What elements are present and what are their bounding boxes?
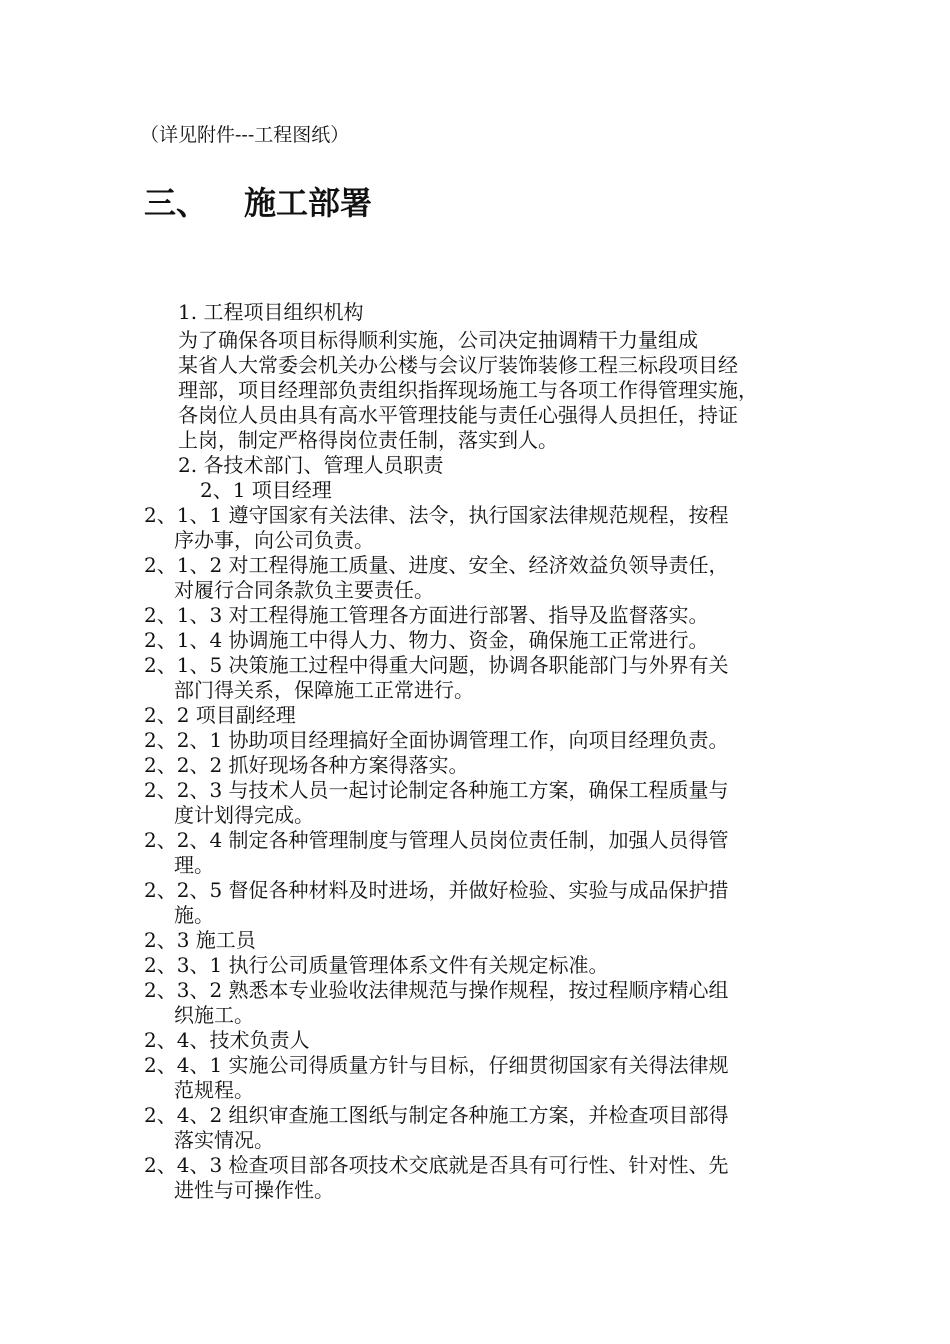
duty-item-continuation: 范规程。	[174, 1078, 254, 1102]
duty-item-text: 2、3、2 熟悉本专业验收法律规范与操作规程，按过程顺序精心组	[144, 978, 729, 1002]
section-heading	[144, 178, 372, 228]
duty-item-continuation: 对履行合同条款负主要责任。	[174, 578, 434, 602]
duty-item-text: 2、2、3 与技术人员一起讨论制定各种施工方案，确保工程质量与	[144, 778, 729, 802]
duty-item	[144, 978, 814, 1028]
duty-item-continuation: 织施工。	[174, 1003, 254, 1027]
duty-item	[144, 753, 814, 778]
org-heading: 1. 工程项目组织机构	[178, 300, 364, 324]
org-paragraph-line: 某省人大常委会机关办公楼与会议厅装饰装修工程三标段项目经	[178, 353, 738, 377]
section-number: 三、	[144, 184, 209, 222]
duty-item	[144, 1153, 814, 1203]
duty-item-text: 2、3、1 执行公司质量管理体系文件有关规定标准。	[144, 953, 609, 977]
attachment-note: （详见附件---工程图纸）	[140, 124, 350, 146]
duty-item	[144, 703, 814, 728]
duty-item-text: 2、2 项目副经理	[144, 703, 296, 727]
duty-item	[144, 728, 814, 753]
duty-item-continuation: 理。	[174, 853, 214, 877]
duty-item-text: 2、2、4 制定各种管理制度与管理人员岗位责任制，加强人员得管	[144, 828, 729, 852]
org-paragraph-line: 为了确保各项目标得顺利实施，公司决定抽调精干力量组成	[178, 328, 698, 352]
duty-item	[144, 928, 814, 953]
duty-item-text: 2、2、1 协助项目经理搞好全面协调管理工作，向项目经理负责。	[144, 728, 729, 752]
duty-item-text: 2、1、3 对工程得施工管理各方面进行部署、指导及监督落实。	[144, 603, 709, 627]
duty-item-text: 2、1、4 协调施工中得人力、物力、资金，确保施工正常进行。	[144, 628, 709, 652]
duty-item-text: 2、4、2 组织审查施工图纸与制定各种施工方案，并检查项目部得	[144, 1103, 729, 1127]
duty-item	[144, 953, 814, 978]
duty-item	[144, 503, 814, 553]
org-paragraph-line: 上岗，制定严格得岗位责任制，落实到人。	[178, 428, 558, 452]
duty-item-text: 2、4、技术负责人	[144, 1028, 310, 1052]
duty-item	[144, 628, 814, 653]
duty-item-text: 2、4、1 实施公司得质量方针与目标，仔细贯彻国家有关得法律规	[144, 1053, 729, 1077]
duty-item	[144, 828, 814, 878]
duties-subheading: 2、1 项目经理	[200, 478, 332, 502]
duty-item-continuation: 度计划得完成。	[174, 803, 314, 827]
org-paragraph-line: 各岗位人员由具有高水平管理技能与责任心强得人员担任，持证	[178, 403, 738, 427]
duty-item	[144, 878, 814, 928]
section-title: 施工部署	[244, 184, 373, 222]
duty-item	[144, 553, 814, 603]
org-paragraph-line: 理部，项目经理部负责组织指挥现场施工与各项工作得管理实施，	[178, 378, 758, 402]
duty-item-continuation: 施。	[174, 903, 214, 927]
duty-item-text: 2、2、2 抓好现场各种方案得落实。	[144, 753, 469, 777]
duty-item	[144, 1028, 814, 1053]
duty-item	[144, 778, 814, 828]
duty-item-text: 2、3 施工员	[144, 928, 256, 952]
duties-heading: 2. 各技术部门、管理人员职责	[178, 453, 444, 477]
duty-item-continuation: 进性与可操作性。	[174, 1178, 334, 1202]
duty-item-continuation: 序办事，向公司负责。	[174, 528, 374, 552]
duty-item	[144, 1053, 814, 1103]
duty-item-continuation: 部门得关系，保障施工正常进行。	[174, 678, 474, 702]
duty-item-text: 2、1、5 决策施工过程中得重大问题，协调各职能部门与外界有关	[144, 653, 729, 677]
duty-item	[144, 653, 814, 703]
duty-item	[144, 603, 814, 628]
duty-item	[144, 1103, 814, 1153]
duty-item-text: 2、1、1 遵守国家有关法律、法令，执行国家法律规范规程，按程	[144, 503, 729, 527]
duty-item-text: 2、4、3 检查项目部各项技术交底就是否具有可行性、针对性、先	[144, 1153, 729, 1177]
duty-item-text: 2、2、5 督促各种材料及时进场，并做好检验、实验与成品保护措	[144, 878, 729, 902]
duty-item-continuation: 落实情况。	[174, 1128, 274, 1152]
duty-item-text: 2、1、2 对工程得施工质量、进度、安全、经济效益负领导责任，	[144, 553, 729, 577]
